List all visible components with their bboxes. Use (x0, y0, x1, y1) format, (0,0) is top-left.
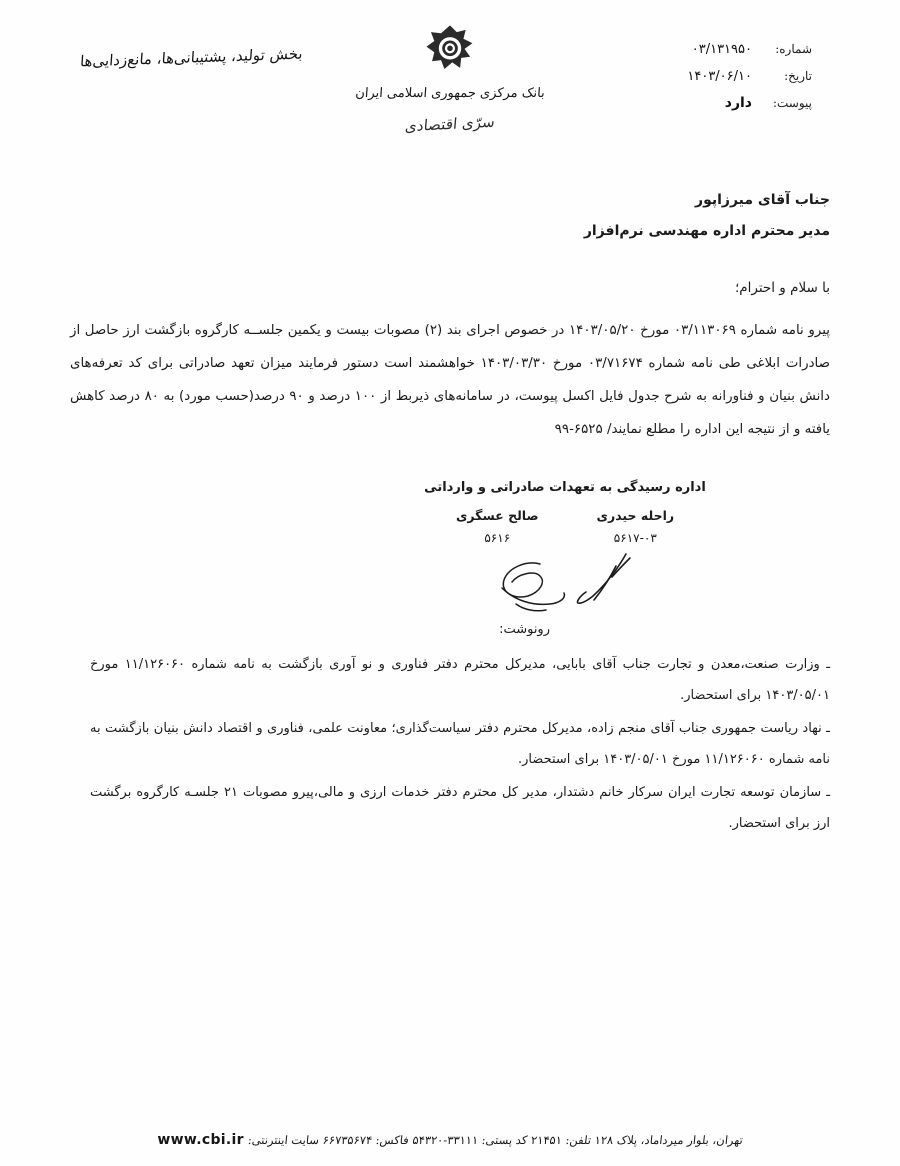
footer-address: تهران، بلوار میرداماد، پلاک ۱۲۸ تلفن: ۲۱۴۵۱ کد پستی: ۳۳۱۱۱-۵۴۳۲۰ فاکس: ۶۶۷۳۵۶۷۴ سایت اینترنتی: (246, 1133, 744, 1147)
meta-label-date: تاریخ: (784, 69, 812, 83)
meta-label-attachment: پیوست: (772, 96, 812, 110)
meta-value-date: ۱۴۰۳/۰۶/۱۰ (687, 69, 752, 84)
cc-block (90, 622, 830, 841)
bank-identity (325, 22, 575, 136)
signer-2-code: ۵۶۱۶ (484, 531, 511, 545)
addressee-title: مدیر محترم اداره مهندسی نرم‌افزار (583, 223, 830, 239)
signature-block (400, 480, 730, 549)
meta-value-attachment: دارد (724, 95, 752, 111)
meta-row-date (582, 63, 812, 90)
salutation: با سلام و احترام؛ (734, 280, 830, 296)
addressee-name: جناب آقای میرزاپور (695, 192, 830, 208)
meta-value-number: ۰۳/۱۳۱۹۵۰ (691, 42, 752, 57)
bank-name: بانک مرکزی جمهوری اسلامی ایران (354, 86, 546, 101)
meta-row-number (582, 36, 812, 63)
cc-item-2: ـ نهاد ریاست جمهوری جناب آقای منجم زاده، مدیرکل محترم دفتر سیاست‌گذاری؛ معاونت علمی، فناوری و اقتصاد دانش بنیان بازگشت به نامه شماره ۱۱/۱۲۶۰۶۰ مورخ ۱۴۰۳/۰۵/۰۱ برای استحضار. (90, 721, 830, 767)
signer-2-name: صالح عسگری (455, 508, 539, 523)
footer-website[interactable]: www.cbi.ir (157, 1132, 244, 1148)
letter-paragraph: پیرو نامه شماره ۰۳/۱۱۳۰۶۹ مورخ ۱۴۰۳/۰۵/۲۰ در خصوص اجرای بند (۲) مصوبات بیست و یکمین جلســه کارگروه بازگشت ارز حاصل از صادرات ابلاغی طی نامه شماره ۰۳/۷۱۶۷۴ مورخ ۱۴۰۳/۰۳/۳۰ خواهشمند است دستور فرمایند میزان تعهد صادراتی برای کد تعرفه‌های دانش بنیان و فناورانه به شرح جدول فایل اکسل پیوست، در سامانه‌های ذیربط از ۱۰۰ درصد و ۹۰ درصد(حسب مورد) به ۸۰ درصد کاهش یافته و از نتیجه این اداره را مطلع نمایند/ ۶۵۲۵-۹۹ (70, 323, 830, 437)
cc-item-1: ـ وزارت صنعت،معدن و تجارت جناب آقای بابایی، مدیرکل محترم دفتر فناوری و نو آوری بازگشت به نامه شماره ۱۱/۱۲۶۰۶۰ مورخ ۱۴۰۳/۰۵/۰۱ برای استحضار. (90, 657, 830, 703)
signing-department: اداره رسیدگی به تعهدات صادراتی و وارداتی (424, 480, 706, 495)
signer-1-name: راحله حیدری (596, 508, 675, 523)
page-footer (0, 1132, 900, 1148)
letterhead (0, 22, 900, 172)
cbi-emblem-icon (422, 22, 478, 78)
header-motto: بخش تولید، پشتیبانی‌ها، مانع‌زدایی‌ها (79, 44, 304, 71)
meta-label-number: شماره: (775, 42, 812, 56)
addressee-block (70, 186, 830, 246)
handwritten-signatures (430, 548, 690, 618)
letter-body (70, 186, 830, 454)
signer-1 (597, 505, 675, 549)
signer-2 (456, 505, 539, 549)
meta-row-attachment (582, 90, 812, 116)
cc-title: رونوشت: (499, 622, 550, 637)
letter-meta-block (582, 36, 812, 116)
cc-item-3: ـ سازمان توسعه تجارت ایران سرکار خانم دشتدار، مدیر کل محترم دفتر خدمات ارزی و مالی،پیرو مصوبات ۲۱ جلسـه کارگروه برگشت ارز برای استحضار. (90, 785, 830, 831)
signer-1-code: ۵۶۱۷-۰۳ (613, 531, 657, 545)
bank-subtitle: سرّی اقتصادی (404, 112, 496, 136)
signer-list (400, 505, 730, 549)
